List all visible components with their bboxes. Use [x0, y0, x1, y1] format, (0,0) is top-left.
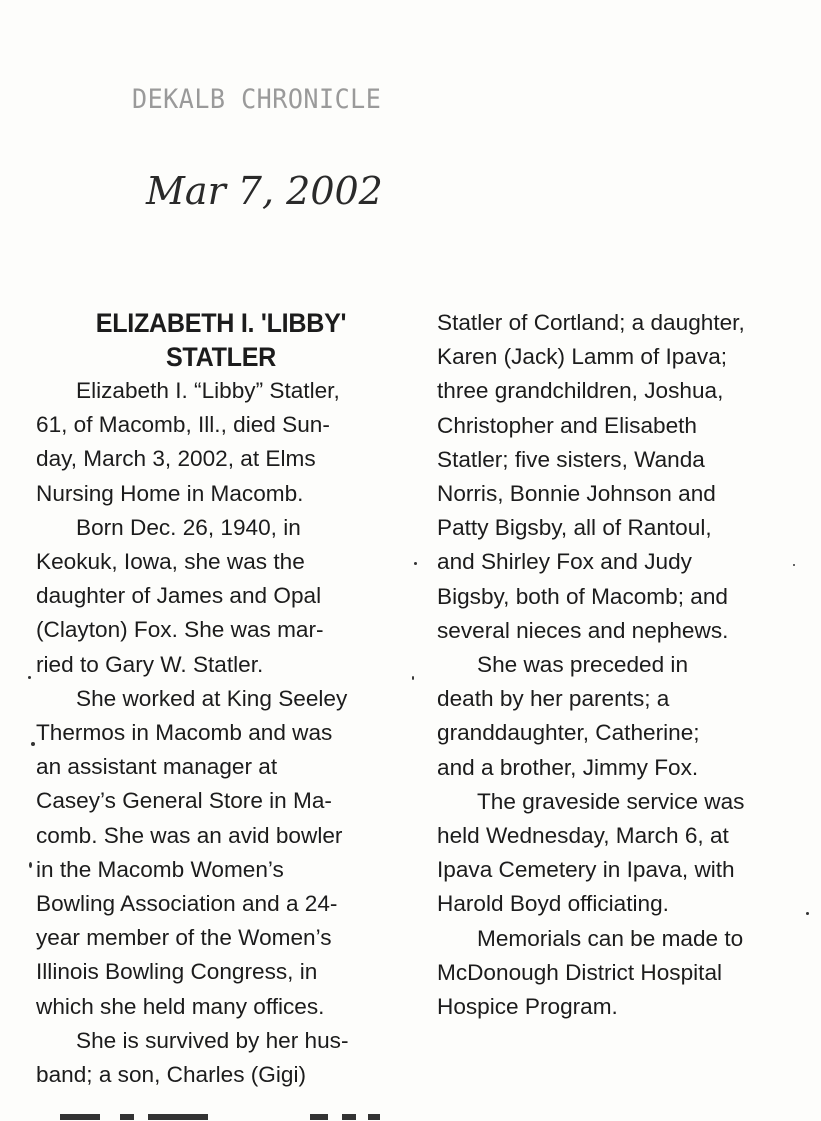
scan-speck — [793, 564, 795, 566]
text-line: Patty Bigsby, all of Rantoul, — [437, 515, 712, 541]
handwritten-date-text: Mar 7, 2002 — [146, 169, 383, 213]
text-line: Memorials can be made to — [477, 925, 744, 951]
scan-speck — [806, 912, 809, 915]
text-line: and Shirley Fox and Judy — [437, 549, 692, 575]
text-line: comb. She was an avid bowler — [36, 822, 343, 848]
scan-speck — [412, 676, 414, 680]
text-line: Illinois Bowling Congress, in — [36, 959, 318, 985]
cut-off-next-line — [60, 1106, 390, 1120]
text-line: granddaughter, Catherine; — [437, 720, 700, 746]
text-line: band; a son, Charles (Gigi) — [36, 1062, 306, 1088]
text-line: 61, of Macomb, Ill., died Sun- — [36, 412, 330, 438]
headline-line-2: STATLER — [165, 342, 277, 372]
text-line: She is survived by her hus- — [76, 1027, 349, 1053]
text-line: She worked at King Seeley — [76, 685, 348, 711]
text-line: The graveside service was — [477, 788, 745, 814]
text-line: Karen (Jack) Lamm of Ipava; — [437, 344, 728, 370]
text-line: which she held many offices. — [36, 993, 325, 1019]
right-column — [437, 306, 807, 1024]
text-line: daughter of James and Opal — [36, 583, 322, 609]
scan-speck — [414, 562, 417, 565]
text-line: year member of the Women’s — [36, 925, 332, 951]
text-line: (Clayton) Fox. She was mar- — [36, 617, 324, 643]
headline-line-1: ELIZABETH I. 'LIBBY' — [95, 308, 347, 338]
scan-speck — [28, 676, 31, 679]
left-column — [36, 306, 406, 1092]
text-line: in the Macomb Women’s — [36, 856, 284, 882]
scan-speck — [31, 742, 35, 746]
text-line: held Wednesday, March 6, at — [437, 823, 729, 849]
text-line: an assistant manager at — [36, 754, 278, 780]
text-line: Christopher and Elisabeth — [437, 412, 697, 438]
text-line: ried to Gary W. Statler. — [36, 651, 264, 677]
scan-speck — [29, 862, 32, 868]
newspaper-name-stamp: DEKALB CHRONICLE — [132, 84, 382, 115]
text-line: Keokuk, Iowa, she was the — [36, 549, 305, 575]
text-line: death by her parents; a — [437, 686, 670, 712]
text-line: Statler; five sisters, Wanda — [437, 446, 705, 472]
text-line: Elizabeth I. “Libby” Statler, — [76, 378, 340, 403]
text-line: Born Dec. 26, 1940, in — [76, 514, 301, 540]
text-line: Ipava Cemetery in Ipava, with — [437, 857, 735, 883]
handwritten-date — [142, 160, 442, 230]
text-line: She was preceded in — [477, 652, 689, 678]
text-line: three grandchildren, Joshua, — [437, 378, 724, 404]
text-line: Hospice Program. — [437, 994, 618, 1020]
text-line: Bigsby, both of Macomb; and — [437, 583, 728, 609]
text-line: Bowling Association and a 24- — [36, 891, 338, 917]
text-line: day, March 3, 2002, at Elms — [36, 446, 316, 472]
text-line: several nieces and nephews. — [437, 617, 729, 643]
text-line: McDonough District Hospital — [437, 959, 723, 985]
text-line: Statler of Cortland; a daughter, — [437, 310, 745, 335]
text-line: Thermos in Macomb and was — [36, 720, 333, 746]
text-line: Casey’s General Store in Ma- — [36, 788, 332, 814]
text-line: Nursing Home in Macomb. — [36, 480, 304, 506]
text-line: Norris, Bonnie Johnson and — [437, 481, 716, 507]
text-line: and a brother, Jimmy Fox. — [437, 754, 699, 780]
text-line: Harold Boyd officiating. — [437, 891, 669, 917]
